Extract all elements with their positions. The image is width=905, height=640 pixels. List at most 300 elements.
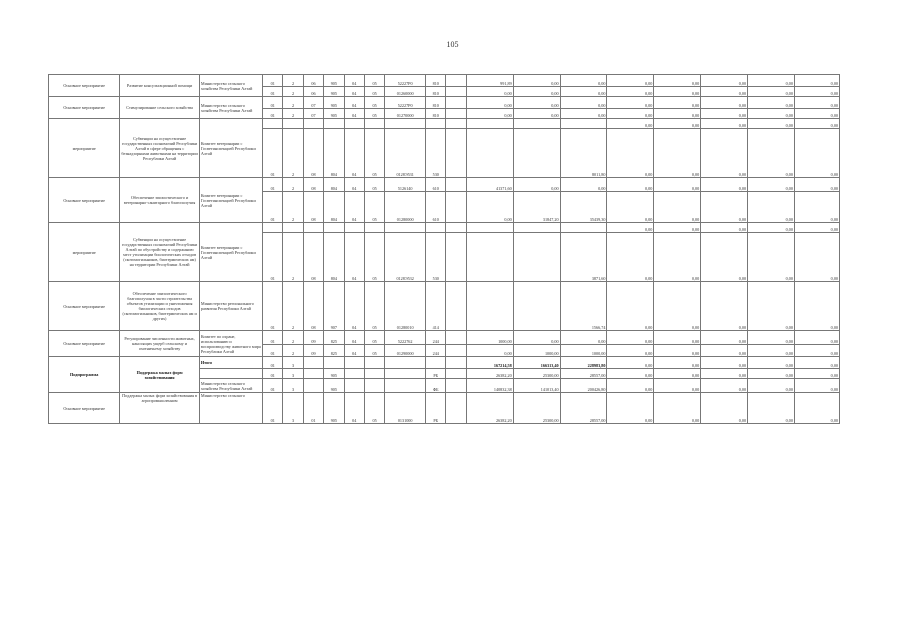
amount-cell: 0,00 — [794, 345, 839, 357]
amount-cell: 0,00 — [466, 109, 513, 119]
amount-cell: 0,00 — [654, 97, 701, 109]
code-cell: 804 — [324, 192, 344, 223]
code-cell: 04 — [344, 345, 364, 357]
code-cell: 05 — [364, 75, 384, 87]
code-cell — [446, 87, 466, 97]
row-name-cell: Субвенции на осуществление государственных полномочий Республики Алтай в сфере обращения с безнадзорными животными на территории Республики Алтай — [120, 119, 200, 178]
code-cell: 530 — [426, 129, 446, 178]
amount-cell: 1000,00 — [513, 345, 560, 357]
executor-cell: Комитет ветеринарии с Госветинспекцией Республики Алтай — [199, 119, 262, 178]
code-cell: 05 — [364, 97, 384, 109]
code-cell — [446, 223, 466, 233]
amount-cell: 0,00 — [607, 129, 654, 178]
amount-cell: 0,00 — [794, 379, 839, 393]
amount-cell: 0,00 — [466, 192, 513, 223]
amount-cell: 0,00 — [607, 393, 654, 424]
code-cell: 52227Р0 — [385, 97, 426, 109]
amount-cell: 1566,74 — [560, 282, 607, 331]
amount-cell: 35439,30 — [560, 192, 607, 223]
code-cell: 244 — [426, 331, 446, 345]
code-cell: 04 — [344, 192, 364, 223]
code-cell — [344, 223, 364, 233]
amount-cell: 0,00 — [701, 379, 748, 393]
code-cell — [385, 369, 426, 379]
row-type-cell: Основное мероприятие — [49, 282, 120, 331]
code-cell: 3 — [283, 369, 303, 379]
amount-cell: 0,00 — [794, 282, 839, 331]
code-cell: 810 — [426, 97, 446, 109]
code-cell — [426, 119, 446, 129]
amount-cell: 0,00 — [748, 369, 795, 379]
code-cell: 825 — [324, 345, 344, 357]
amount-cell: 0,00 — [654, 109, 701, 119]
code-cell: ФБ — [426, 379, 446, 393]
amount-cell: 0,00 — [654, 282, 701, 331]
amount-cell: 8011,80 — [560, 129, 607, 178]
row-name-cell: Развитие консультационной помощи — [120, 75, 200, 97]
code-cell: 05 — [364, 192, 384, 223]
amount-cell — [513, 119, 560, 129]
amount-cell: 0,00 — [654, 75, 701, 87]
budget-table — [48, 74, 840, 424]
code-cell: РБ — [426, 369, 446, 379]
amount-cell: 0,00 — [701, 192, 748, 223]
code-cell — [303, 223, 323, 233]
amount-cell: 0,00 — [560, 97, 607, 109]
amount-cell — [560, 119, 607, 129]
amount-cell: 0,00 — [701, 87, 748, 97]
code-cell: 2 — [283, 345, 303, 357]
amount-cell: 0,00 — [701, 357, 748, 369]
amount-cell: 0,00 — [513, 75, 560, 87]
amount-cell: 0,00 — [513, 331, 560, 345]
code-cell: 804 — [324, 129, 344, 178]
code-cell: 05 — [364, 129, 384, 178]
code-cell: 08 — [303, 178, 323, 192]
code-cell: 04 — [344, 75, 364, 87]
code-cell: 08 — [303, 129, 323, 178]
amount-cell: 0,00 — [701, 97, 748, 109]
code-cell: 01 — [303, 393, 323, 424]
code-cell: 810 — [426, 109, 446, 119]
code-cell: 06 — [303, 87, 323, 97]
executor-cell: Комитет ветеринарии с Госветинспекцией Республики Алтай — [199, 178, 262, 223]
code-cell: 01 — [263, 357, 283, 369]
amount-cell: 0,00 — [607, 331, 654, 345]
amount-cell: 0,00 — [607, 233, 654, 282]
code-cell — [344, 369, 364, 379]
code-cell — [446, 233, 466, 282]
code-cell: 905 — [324, 369, 344, 379]
code-cell — [446, 109, 466, 119]
executor-cell: Министерство сельского хозяйства Республики Алтай — [199, 75, 262, 97]
code-cell: 52227Р0 — [385, 75, 426, 87]
code-cell: 907 — [324, 282, 344, 331]
code-cell: 06 — [303, 75, 323, 87]
code-cell — [446, 75, 466, 87]
code-cell — [344, 119, 364, 129]
code-cell — [385, 119, 426, 129]
code-cell — [324, 119, 344, 129]
code-cell — [385, 357, 426, 369]
amount-cell: 28557,00 — [560, 369, 607, 379]
amount-cell — [466, 223, 513, 233]
code-cell: 01 — [263, 109, 283, 119]
code-cell: 810 — [426, 75, 446, 87]
amount-cell — [513, 129, 560, 178]
amount-cell: 0,00 — [748, 75, 795, 87]
code-cell: 04 — [344, 109, 364, 119]
row-name-cell: Обеспечение эпизоотического и ветеринарно-санитарного благополучия — [120, 178, 200, 223]
amount-cell: 0,00 — [654, 345, 701, 357]
amount-cell: 0,00 — [748, 357, 795, 369]
amount-cell: 0,00 — [607, 192, 654, 223]
code-cell: 04 — [344, 178, 364, 192]
row-type-cell: Подпрограмма — [49, 357, 120, 393]
amount-cell: 0,00 — [701, 75, 748, 87]
amount-cell: 0,00 — [607, 282, 654, 331]
amount-cell: 0,00 — [513, 97, 560, 109]
code-cell: 04 — [344, 331, 364, 345]
code-cell: 05 — [364, 87, 384, 97]
amount-cell: 200426,80 — [560, 379, 607, 393]
row-type-cell: мероприятие — [49, 119, 120, 178]
code-cell — [364, 223, 384, 233]
code-cell — [283, 223, 303, 233]
amount-cell: 166313,40 — [513, 357, 560, 369]
code-cell — [263, 119, 283, 129]
code-cell: 07 — [303, 97, 323, 109]
code-cell: 01280000 — [385, 192, 426, 223]
code-cell — [446, 379, 466, 393]
code-cell — [364, 357, 384, 369]
row-name-cell: Субвенции на осуществление государственных полномочий Республики Алтай по обустройству и содержанию мест утилизации биологических отходов (скотомогильников, биотермических ям) на территории Республики Алтай — [120, 223, 200, 282]
executor-cell: Комитет по охране, использованию и воспроизводству животного мира Республики Алтай — [199, 331, 262, 357]
code-cell — [446, 282, 466, 331]
amount-cell — [466, 119, 513, 129]
code-cell: 04 — [344, 129, 364, 178]
executor-cell — [199, 369, 262, 379]
code-cell: 01 — [263, 369, 283, 379]
code-cell: 244 — [426, 345, 446, 357]
code-cell: 01 — [263, 75, 283, 87]
amount-cell — [466, 282, 513, 331]
code-cell — [426, 223, 446, 233]
amount-cell: 26382,20 — [466, 369, 513, 379]
code-cell: 2 — [283, 282, 303, 331]
code-cell: 01260000 — [385, 87, 426, 97]
code-cell — [303, 357, 323, 369]
amount-cell: 0,00 — [560, 87, 607, 97]
amount-cell: 0,00 — [794, 87, 839, 97]
amount-cell: 0,00 — [654, 393, 701, 424]
code-cell — [364, 379, 384, 393]
row-name-cell: Стимулирование сельского хозяйства — [120, 97, 200, 119]
code-cell: 810 — [426, 87, 446, 97]
row-type-cell: Основное мероприятие — [49, 97, 120, 119]
row-name-cell: Поддержка малых форм хозяйствования — [120, 357, 200, 393]
code-cell: 2 — [283, 192, 303, 223]
code-cell: 01 — [263, 331, 283, 345]
code-cell: 09 — [303, 345, 323, 357]
code-cell: 0128Э531 — [385, 129, 426, 178]
amount-cell: 0,00 — [654, 357, 701, 369]
code-cell: 3 — [283, 357, 303, 369]
code-cell: 3 — [283, 393, 303, 424]
amount-cell: 141013,40 — [513, 379, 560, 393]
table-row — [49, 97, 840, 109]
amount-cell: 0,00 — [794, 233, 839, 282]
row-type-cell: Основное мероприятие — [49, 331, 120, 357]
amount-cell: 0,00 — [607, 109, 654, 119]
code-cell: 2 — [283, 129, 303, 178]
code-cell — [364, 119, 384, 129]
total-label-cell: Итого — [199, 357, 262, 369]
table-row — [49, 119, 840, 129]
code-cell: 05 — [364, 178, 384, 192]
amount-cell: 0,00 — [701, 178, 748, 192]
code-cell: 08 — [303, 282, 323, 331]
amount-cell: 0,00 — [794, 223, 839, 233]
amount-cell: 0,00 — [560, 178, 607, 192]
amount-cell: 0,00 — [654, 192, 701, 223]
row-name-cell: Поддержка малых форм хозяйствования в агропромышленном — [120, 393, 200, 424]
amount-cell: 0,00 — [701, 369, 748, 379]
amount-cell: 0,00 — [794, 369, 839, 379]
row-type-cell: Основное мероприятие — [49, 75, 120, 97]
executor-cell: Министерство регионального развития Республики Алтай — [199, 282, 262, 331]
code-cell — [446, 119, 466, 129]
amount-cell: 0,00 — [701, 282, 748, 331]
row-name-cell: Обеспечение эпизоотического благополучия в части строительства объектов утилизации и уничтожения биологических отходов (скотомогильников, биотермических ям и других) — [120, 282, 200, 331]
amount-cell: 0,00 — [654, 379, 701, 393]
amount-cell: 0,00 — [654, 331, 701, 345]
amount-cell: 0,00 — [748, 379, 795, 393]
amount-cell: 0,00 — [607, 345, 654, 357]
code-cell — [324, 357, 344, 369]
amount-cell: 0,00 — [701, 119, 748, 129]
code-cell: 0128Э532 — [385, 233, 426, 282]
amount-cell: 0,00 — [748, 178, 795, 192]
code-cell: 04 — [344, 233, 364, 282]
code-cell — [263, 223, 283, 233]
code-cell — [446, 192, 466, 223]
amount-cell: 0,00 — [794, 119, 839, 129]
amount-cell: 0,00 — [794, 97, 839, 109]
code-cell: 01280010 — [385, 282, 426, 331]
code-cell — [324, 223, 344, 233]
amount-cell: 0,00 — [560, 109, 607, 119]
amount-cell: 0,00 — [748, 282, 795, 331]
code-cell — [446, 393, 466, 424]
code-cell: 905 — [324, 379, 344, 393]
amount-cell: 0,00 — [654, 87, 701, 97]
row-type-cell: Основное мероприятие — [49, 393, 120, 424]
code-cell: 05 — [364, 393, 384, 424]
row-type-cell: Основное мероприятие — [49, 178, 120, 223]
amount-cell — [513, 282, 560, 331]
amount-cell: 0,00 — [748, 233, 795, 282]
amount-cell: 0,00 — [654, 369, 701, 379]
amount-cell: 0,00 — [748, 119, 795, 129]
code-cell: 905 — [324, 393, 344, 424]
code-cell: 2 — [283, 233, 303, 282]
amount-cell: 31847,20 — [513, 192, 560, 223]
budget-sheet — [48, 74, 840, 424]
code-cell: 2 — [283, 75, 303, 87]
code-cell — [283, 119, 303, 129]
table-row — [49, 393, 840, 424]
amount-cell: 25300,00 — [513, 393, 560, 424]
code-cell — [385, 379, 426, 393]
amount-cell: 0,00 — [748, 87, 795, 97]
code-cell: РБ — [426, 393, 446, 424]
amount-cell: 0,00 — [748, 109, 795, 119]
row-name-cell: Регулирование численности животных, наносящих ущерб сельскому и охотничьему хозяйству — [120, 331, 200, 357]
amount-cell: 0,00 — [701, 345, 748, 357]
amount-cell: 0,00 — [466, 87, 513, 97]
amount-cell: 0,00 — [513, 109, 560, 119]
code-cell: 0131000 — [385, 393, 426, 424]
amount-cell: 0,00 — [794, 357, 839, 369]
code-cell: 01 — [263, 129, 283, 178]
amount-cell: 0,00 — [654, 119, 701, 129]
code-cell: 04 — [344, 97, 364, 109]
code-cell — [303, 119, 323, 129]
amount-cell: 0,00 — [607, 119, 654, 129]
amount-cell — [466, 233, 513, 282]
amount-cell: 0,00 — [607, 97, 654, 109]
amount-cell: 0,00 — [654, 233, 701, 282]
code-cell: 414 — [426, 282, 446, 331]
code-cell: 804 — [324, 233, 344, 282]
code-cell: 01 — [263, 87, 283, 97]
amount-cell: 0,00 — [748, 129, 795, 178]
amount-cell: 0,00 — [794, 178, 839, 192]
row-type-cell: мероприятие — [49, 223, 120, 282]
table-row — [49, 178, 840, 192]
amount-cell: 0,00 — [607, 369, 654, 379]
code-cell: 2 — [283, 97, 303, 109]
amount-cell: 0,00 — [607, 223, 654, 233]
amount-cell: 0,00 — [748, 331, 795, 345]
code-cell — [446, 178, 466, 192]
code-cell: 905 — [324, 75, 344, 87]
page-number: 105 — [446, 40, 459, 49]
code-cell: 2 — [283, 331, 303, 345]
amount-cell: 0,00 — [701, 223, 748, 233]
code-cell: 04 — [344, 393, 364, 424]
table-row — [49, 282, 840, 331]
amount-cell: 0,00 — [794, 331, 839, 345]
amount-cell: 0,00 — [794, 75, 839, 87]
amount-cell: 0,00 — [466, 97, 513, 109]
code-cell: 825 — [324, 331, 344, 345]
amount-cell: 41371,60 — [466, 178, 513, 192]
code-cell: 05 — [364, 233, 384, 282]
amount-cell: 3871,60 — [560, 233, 607, 282]
amount-cell — [513, 233, 560, 282]
amount-cell — [466, 129, 513, 178]
code-cell: 09 — [303, 331, 323, 345]
executor-cell: Министерство сельского хозяйства Республики Алтай — [199, 97, 262, 119]
code-cell — [446, 369, 466, 379]
code-cell — [364, 369, 384, 379]
amount-cell — [513, 223, 560, 233]
amount-cell: 140832,38 — [466, 379, 513, 393]
amount-cell: 0,00 — [607, 87, 654, 97]
amount-cell: 0,00 — [794, 109, 839, 119]
code-cell: 05 — [364, 109, 384, 119]
amount-cell: 167214,58 — [466, 357, 513, 369]
amount-cell: 0,00 — [748, 393, 795, 424]
code-cell: 530 — [426, 233, 446, 282]
amount-cell: 0,00 — [607, 75, 654, 87]
amount-cell: 28557,00 — [560, 393, 607, 424]
amount-cell: 25300,00 — [513, 369, 560, 379]
executor-cell: Министерство сельского хозяйства Республики Алтай — [199, 379, 262, 393]
amount-cell: 0,00 — [654, 178, 701, 192]
amount-cell: 0,00 — [466, 345, 513, 357]
code-cell: 01 — [263, 178, 283, 192]
code-cell — [344, 357, 364, 369]
amount-cell: 0,00 — [794, 393, 839, 424]
code-cell: 01290000 — [385, 345, 426, 357]
code-cell: 905 — [324, 87, 344, 97]
code-cell — [446, 357, 466, 369]
code-cell: 2 — [283, 109, 303, 119]
code-cell — [426, 357, 446, 369]
amount-cell: 0,00 — [794, 192, 839, 223]
code-cell: 610 — [426, 192, 446, 223]
code-cell: 01 — [263, 379, 283, 393]
code-cell: 905 — [324, 109, 344, 119]
executor-cell: Комитет ветеринарии с Госветинспекцией Республики Алтай — [199, 223, 262, 282]
code-cell: 5126140 — [385, 178, 426, 192]
amount-cell: 0,00 — [701, 331, 748, 345]
amount-cell: 0,00 — [794, 129, 839, 178]
code-cell: 01270000 — [385, 109, 426, 119]
amount-cell: 0,00 — [748, 345, 795, 357]
amount-cell: 0,00 — [560, 331, 607, 345]
code-cell: 05 — [364, 282, 384, 331]
code-cell: 2 — [283, 87, 303, 97]
table-row — [49, 357, 840, 369]
code-cell — [303, 369, 323, 379]
code-cell: 2 — [283, 178, 303, 192]
amount-cell: 0,00 — [748, 192, 795, 223]
amount-cell: 0,00 — [654, 129, 701, 178]
amount-cell: 0,00 — [607, 379, 654, 393]
amount-cell: 0,00 — [607, 357, 654, 369]
code-cell: 5222762 — [385, 331, 426, 345]
amount-cell: 1000,00 — [466, 331, 513, 345]
code-cell: 05 — [364, 331, 384, 345]
code-cell: 08 — [303, 233, 323, 282]
amount-cell: 0,00 — [654, 223, 701, 233]
amount-cell: 1000,00 — [560, 345, 607, 357]
code-cell — [303, 379, 323, 393]
amount-cell: 0,00 — [748, 223, 795, 233]
code-cell: 01 — [263, 282, 283, 331]
code-cell: 3 — [283, 379, 303, 393]
code-cell: 905 — [324, 97, 344, 109]
amount-cell: 0,00 — [701, 393, 748, 424]
code-cell — [446, 97, 466, 109]
code-cell: 04 — [344, 87, 364, 97]
code-cell: 05 — [364, 345, 384, 357]
code-cell: 08 — [303, 192, 323, 223]
